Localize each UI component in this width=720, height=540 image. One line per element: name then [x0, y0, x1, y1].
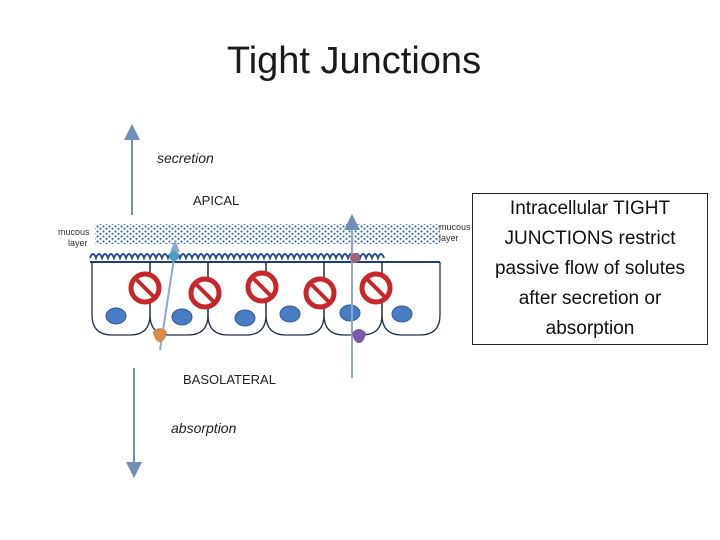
- page-title: Tight Junctions: [226, 40, 482, 82]
- nucleus: [106, 308, 126, 324]
- no-entry-icon: [248, 273, 276, 301]
- absorption-label: absorption: [171, 420, 237, 436]
- mucous-layer: [95, 224, 440, 244]
- transporter-basal-left: [153, 328, 167, 342]
- no-entry-icon: [191, 279, 219, 307]
- mucous-layer-label-right: mucous layer: [439, 222, 471, 243]
- transporter-apical-left: [169, 251, 179, 261]
- no-entry-icon: [362, 274, 390, 302]
- no-entry-icon: [131, 274, 159, 302]
- nuclei: [106, 305, 412, 326]
- apical-label: APICAL: [193, 193, 240, 208]
- basolateral-label: BASOLATERAL: [183, 372, 276, 387]
- nucleus: [235, 310, 255, 326]
- transporter-apical-right: [350, 253, 360, 263]
- nucleus: [280, 306, 300, 322]
- mucous-layer-label-left: mucous layer: [58, 227, 90, 248]
- cell: [382, 262, 440, 335]
- cilia: [90, 254, 384, 258]
- nucleus: [172, 309, 192, 325]
- nucleus: [392, 306, 412, 322]
- no-entry-icon: [306, 279, 334, 307]
- transporter-basal-right: [352, 329, 366, 343]
- info-box: [472, 193, 708, 345]
- nucleus: [340, 305, 360, 321]
- info-text: Intracellular TIGHT JUNCTIONS restrict passive flow of solutes after secretion or absorption: [494, 198, 686, 339]
- secretion-label: secretion: [157, 150, 214, 166]
